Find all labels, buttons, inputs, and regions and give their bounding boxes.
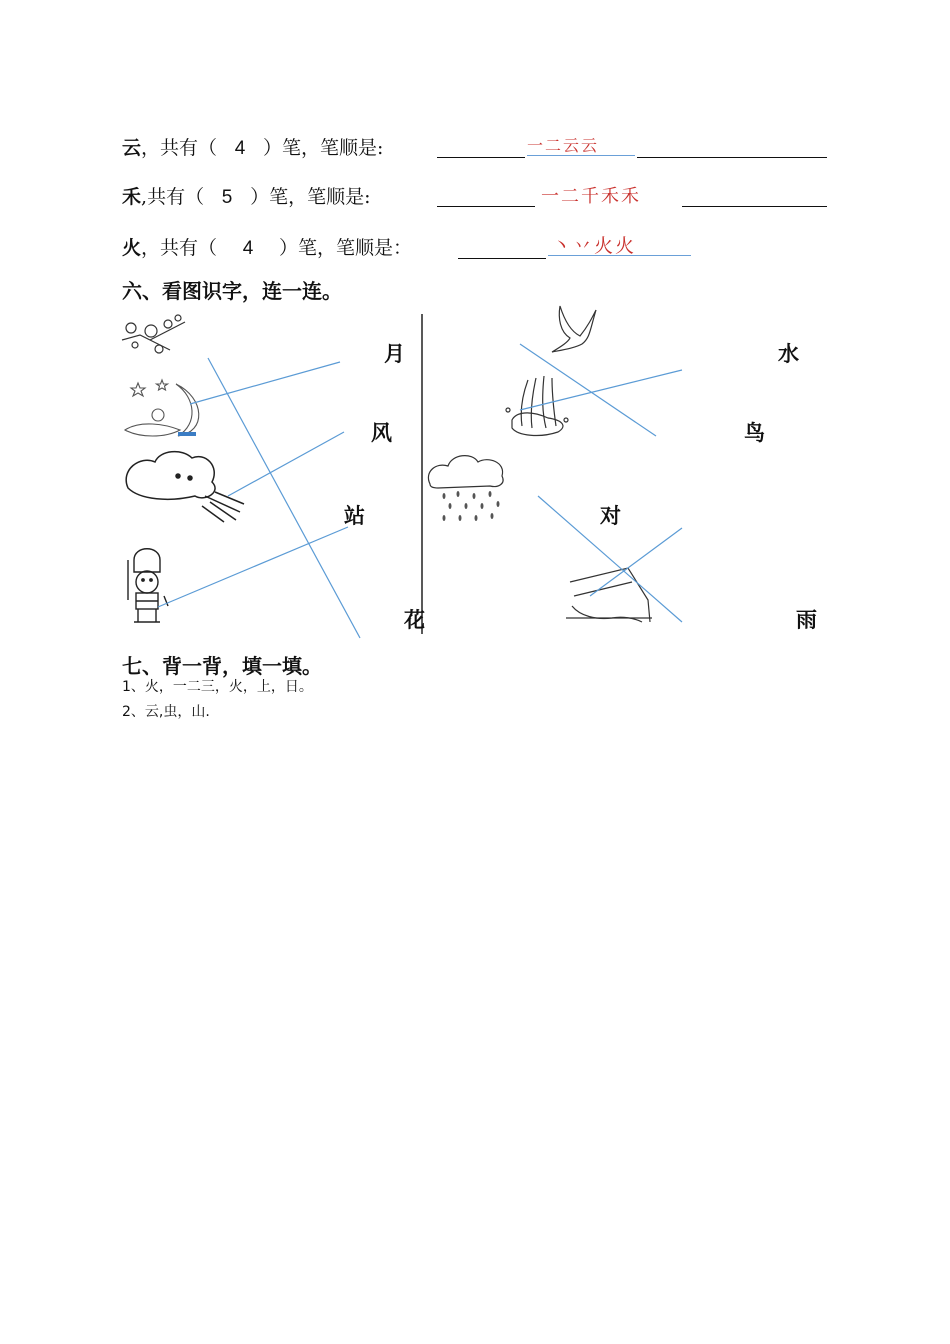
row-prefix: 共有（ (160, 137, 218, 159)
word-yue: 月 (384, 342, 405, 366)
row-char: 火 (122, 237, 142, 259)
link-line (228, 432, 344, 496)
dove-icon (552, 306, 596, 352)
word-zhan: 站 (344, 504, 365, 528)
word-yu: 雨 (796, 608, 817, 632)
row-suffix: ）笔，笔顺是: (263, 137, 384, 159)
answer-line-1: 1、火，一二三，火，上，日。 (122, 679, 313, 695)
stroke-order: 一二千禾禾 (541, 186, 641, 207)
row-sep: ， (141, 137, 161, 159)
word-niao: 鸟 (744, 421, 765, 445)
rain-cloud-icon (428, 456, 503, 521)
word-dui: 对 (600, 504, 621, 528)
link-line (520, 344, 656, 436)
answer-line-2: 2、云,虫，山. (122, 704, 210, 720)
word-feng: 风 (371, 421, 392, 445)
row-sep: , (141, 186, 148, 208)
word-hua: 花 (404, 608, 425, 632)
link-lines (158, 344, 682, 638)
link-line (190, 362, 340, 404)
section6-title: 六、看图识字，连一连。 (122, 279, 342, 303)
stroke-order: 丶丷火火 (552, 235, 637, 257)
toy-soldier-icon (128, 549, 168, 622)
stroke-count: 5 (221, 187, 233, 208)
row-prefix: 共有（ (147, 186, 205, 208)
stroke-order: 一二云云 (527, 136, 600, 155)
link-line (158, 527, 348, 607)
blowing-wind-icon (126, 452, 244, 522)
row-char: 禾 (122, 186, 142, 208)
link-line (590, 528, 682, 596)
row-sep: ， (141, 237, 161, 259)
section7-title: 七、背一背，填一填。 (122, 654, 322, 678)
link-line (520, 370, 682, 410)
word-shui: 水 (778, 342, 799, 366)
row-prefix: 共有（ (160, 237, 218, 259)
stroke-count: 4 (234, 138, 246, 159)
row-suffix: ）笔，笔顺是: (250, 186, 371, 208)
stamp-icon (566, 568, 652, 622)
moon-and-stars-icon (125, 380, 199, 436)
row-char: 云 (122, 137, 142, 159)
stroke-count: 4 (242, 238, 254, 259)
plum-blossom-icon (122, 315, 185, 353)
row-suffix: ）笔，笔顺是： (279, 237, 413, 259)
